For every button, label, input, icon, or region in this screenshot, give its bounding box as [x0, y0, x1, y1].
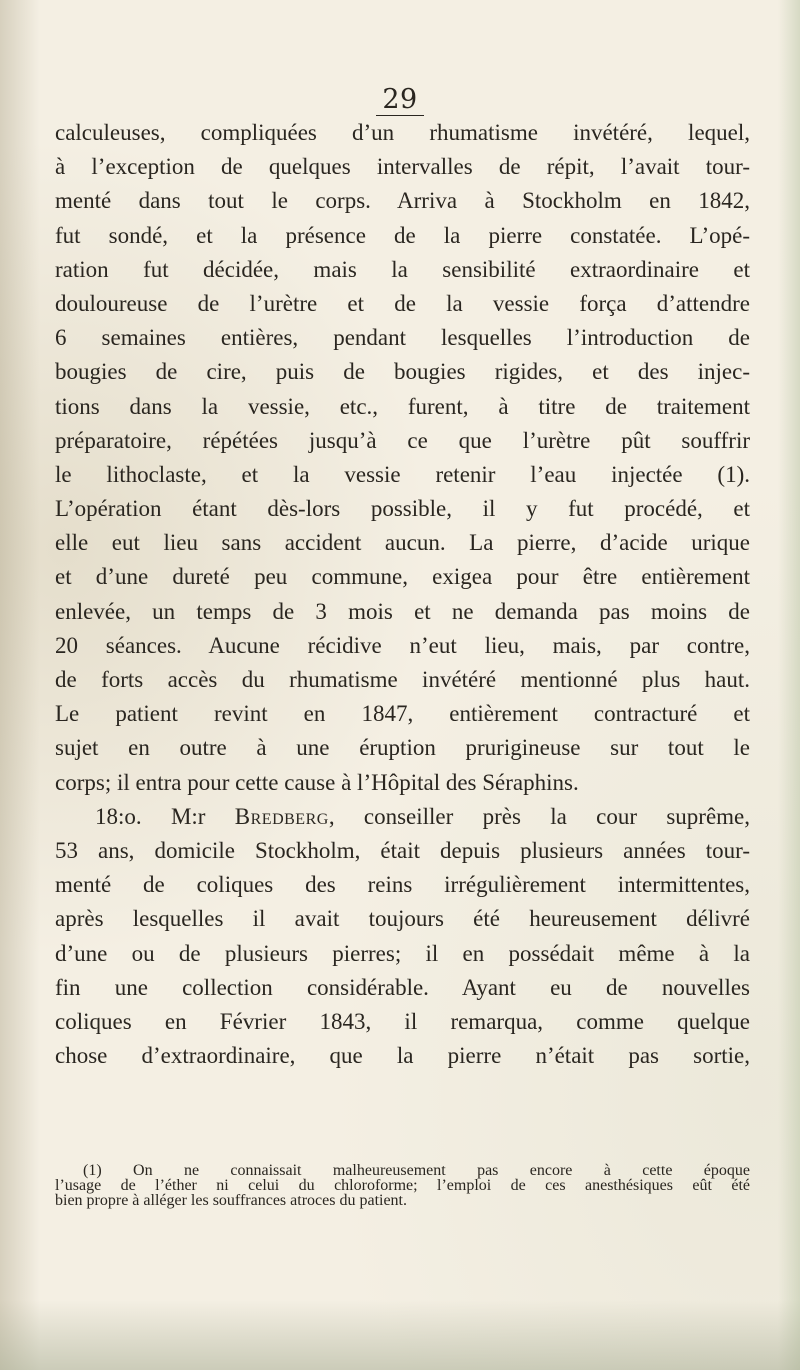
text-line: le lithoclaste, et la vessie retenir l’eau injectée (1).: [55, 461, 750, 487]
text-line: Le patient revint en 1847, entièrement contracturé et: [55, 701, 750, 727]
text-line: 53 ans, domicile Stockholm, était depuis plusieurs années tour-: [55, 837, 750, 863]
text-line: douloureuse de l’urètre et de la vessie força d’attendre: [55, 290, 750, 316]
footnote: [55, 1163, 750, 1208]
page-bottom-stain: [0, 1300, 800, 1370]
text-line: préparatoire, répétées jusqu’à ce que l’urètre pût souffrir: [55, 427, 750, 453]
text-fragment: , conseiller près la cour suprême,: [328, 803, 751, 829]
text-line: sujet en outre à une éruption prurigineuse sur tout le: [55, 735, 750, 761]
page-gutter-shadow: [0, 0, 40, 1370]
text-line: après lesquelles il avait toujours été heureusement délivré: [55, 906, 750, 932]
text-line: L’opération étant dès-lors possible, il y fut procédé, et: [55, 496, 750, 522]
text-line: bougies de cire, puis de bougies rigides, et des injec-: [55, 359, 750, 385]
text-line: menté dans tout le corps. Arriva à Stockholm en 1842,: [55, 188, 750, 214]
paragraph-start-line: [55, 800, 750, 834]
patient-name: Bredberg: [234, 803, 329, 829]
text-line: enlevée, un temps de 3 mois et ne demanda pas moins de: [55, 598, 750, 624]
page-edge-stain: [778, 0, 800, 1370]
footnote-line: (1) On ne connaissait malheureusement pas encore à cette époque: [83, 1162, 750, 1179]
text-line: fin une collection considérable. Ayant eu de nouvelles: [55, 974, 750, 1000]
text-line: elle eut lieu sans accident aucun. La pierre, d’acide urique: [55, 530, 750, 556]
text-line: à l’exception de quelques intervalles de répit, l’avait tour-: [55, 154, 750, 180]
text-line: chose d’extraordinaire, que la pierre n’était pas sortie,: [55, 1043, 750, 1069]
text-line: et d’une dureté peu commune, exigea pour être entièrement: [55, 564, 750, 590]
text-line: 6 semaines entières, pendant lesquelles l’introduction de: [55, 325, 750, 351]
text-line: menté de coliques des reins irrégulièrement intermittentes,: [55, 872, 750, 898]
text-line: de forts accès du rhumatisme invétéré mentionné plus haut.: [55, 667, 750, 692]
case-number: 18:o. M:r: [95, 803, 206, 829]
text-line: ration fut décidée, mais la sensibilité extraordinaire et: [55, 256, 750, 282]
body-text: [55, 116, 750, 1073]
footnote-line: l’usage de l’éther ni celui du chloroforme; l’emploi de ces anesthésiques eût été: [55, 1177, 750, 1194]
text-line: 20 séances. Aucune récidive n’eut lieu, mais, par contre,: [55, 632, 750, 658]
text-line: tions dans la vessie, etc., furent, à titre de traitement: [55, 393, 750, 419]
text-line: corps; il entra pour cette cause à l’Hôpital des Séraphins.: [55, 769, 579, 795]
footnote-line: bien propre à alléger les souffrances atroces du patient.: [55, 1192, 407, 1209]
text-line: d’une ou de plusieurs pierres; il en possédait même à la: [55, 940, 750, 966]
page-number: 29: [0, 84, 800, 115]
text-line: coliques en Février 1843, il remarqua, comme quelque: [55, 1008, 750, 1034]
text-line: fut sondé, et la présence de la pierre constatée. L’opé-: [55, 222, 750, 248]
text-line: calculeuses, compliquées d’un rhumatisme invétéré, lequel,: [55, 120, 750, 145]
